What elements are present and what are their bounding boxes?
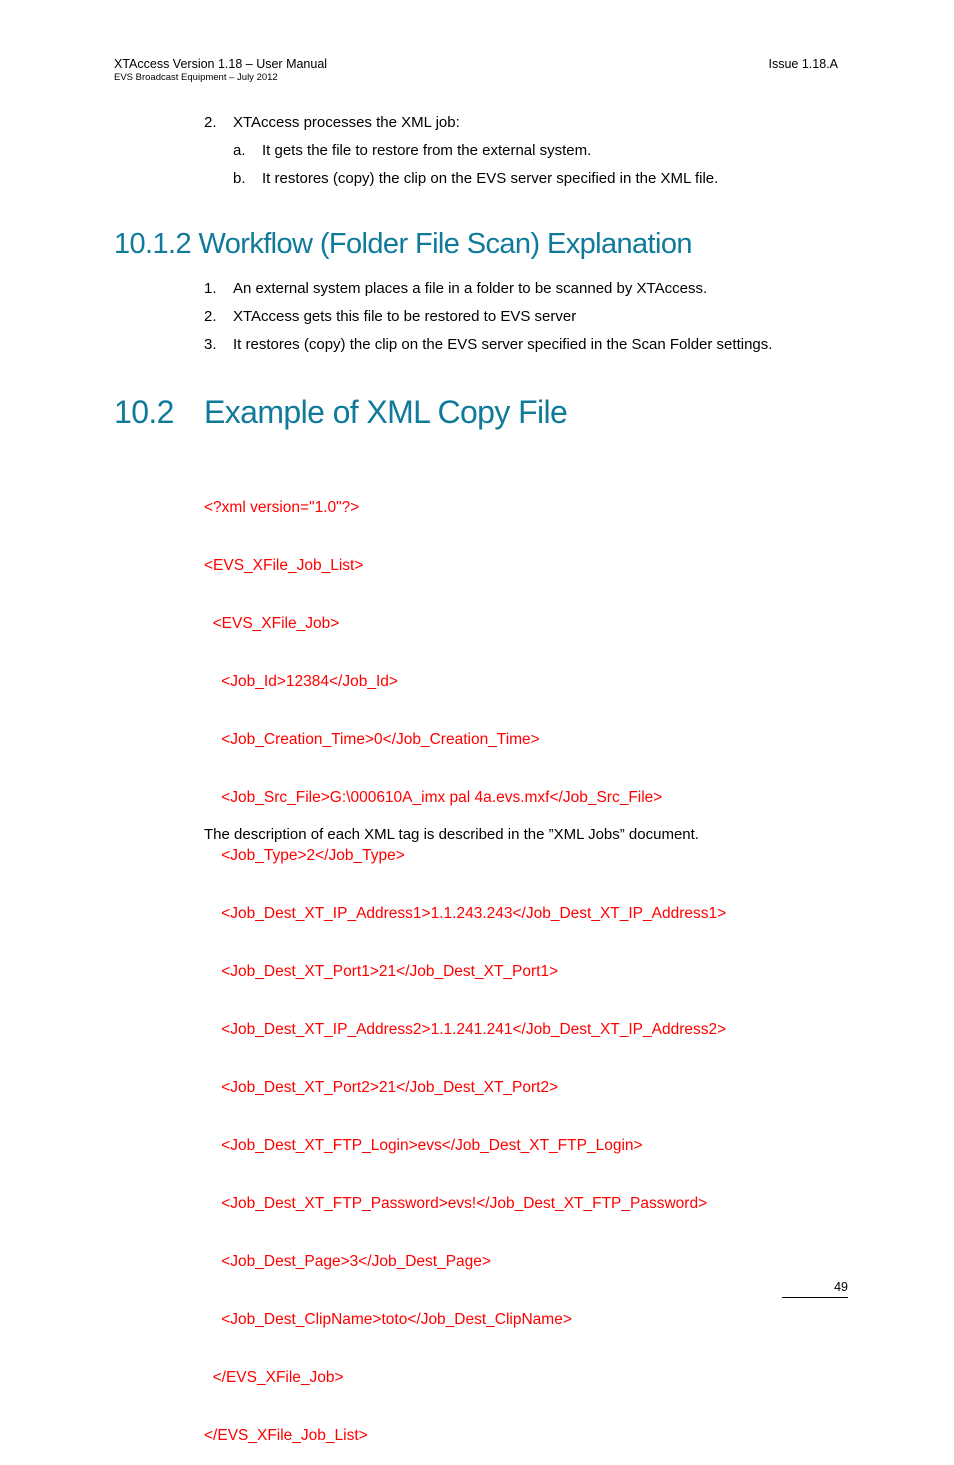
code-line: <Job_Dest_XT_Port1>21</Job_Dest_XT_Port1> xyxy=(204,962,559,980)
description-paragraph: The description of each XML tag is described in the ”XML Jobs” document. xyxy=(204,826,699,843)
document-subtitle: EVS Broadcast Equipment – July 2012 xyxy=(114,72,278,83)
issue-label: Issue 1.18.A xyxy=(768,57,838,71)
section-heading-10-2 xyxy=(114,393,567,431)
code-line: <Job_Dest_XT_FTP_Login>evs</Job_Dest_XT_FTP_Login> xyxy=(204,1137,643,1155)
code-line: <Job_Dest_XT_FTP_Password>evs!</Job_Dest_XT_FTP_Password> xyxy=(204,1195,708,1213)
xml-code-block xyxy=(204,459,726,1465)
code-line: <Job_Type>2</Job_Type> xyxy=(204,846,405,864)
list-text: It restores (copy) the clip on the EVS server specified in the XML file. xyxy=(262,170,719,187)
section-heading-10-1-2: 10.1.2 Workflow (Folder File Scan) Explanation xyxy=(114,228,692,260)
code-line: </EVS_XFile_Job_List> xyxy=(204,1427,368,1445)
code-line: <Job_Dest_Page>3</Job_Dest_Page> xyxy=(204,1253,491,1271)
code-line: <Job_Creation_Time>0</Job_Creation_Time> xyxy=(204,730,540,748)
list-text: An external system places a file in a folder to be scanned by XTAccess. xyxy=(233,280,708,297)
code-line: </EVS_XFile_Job> xyxy=(204,1369,344,1387)
list-number: 2. xyxy=(204,308,217,325)
list-number: 3. xyxy=(204,336,217,353)
list-number: 2. xyxy=(204,114,217,131)
list-letter: a. xyxy=(233,142,246,159)
section-number: 10.2 xyxy=(114,394,174,430)
list-text: It restores (copy) the clip on the EVS server specified in the Scan Folder settings. xyxy=(233,336,773,353)
code-line: <EVS_XFile_Job> xyxy=(204,614,340,632)
list-number: 1. xyxy=(204,280,217,297)
code-line: <Job_Src_File>G:\000610A_imx pal 4a.evs.mxf</Job_Src_File> xyxy=(204,788,663,806)
code-line: <Job_Dest_XT_IP_Address2>1.1.241.241</Job_Dest_XT_IP_Address2> xyxy=(204,1020,727,1038)
list-text: XTAccess gets this file to be restored to EVS server xyxy=(233,308,577,325)
list-letter: b. xyxy=(233,170,246,187)
code-line: <Job_Id>12384</Job_Id> xyxy=(204,672,398,690)
footer-rule xyxy=(782,1297,848,1298)
code-line: <EVS_XFile_Job_List> xyxy=(204,556,364,574)
section-title: Example of XML Copy File xyxy=(204,394,568,430)
list-text: It gets the file to restore from the external system. xyxy=(262,142,592,159)
code-line: <Job_Dest_XT_IP_Address1>1.1.243.243</Job_Dest_XT_IP_Address1> xyxy=(204,904,727,922)
document-title: XTAccess Version 1.18 – User Manual xyxy=(114,57,328,71)
list-text: XTAccess processes the XML job: xyxy=(233,114,460,131)
code-line: <?xml version="1.0"?> xyxy=(204,498,360,516)
code-line: <Job_Dest_XT_Port2>21</Job_Dest_XT_Port2> xyxy=(204,1079,559,1096)
code-line: <Job_Dest_ClipName>toto</Job_Dest_ClipName> xyxy=(204,1311,572,1329)
page-number: 49 xyxy=(834,1280,848,1294)
